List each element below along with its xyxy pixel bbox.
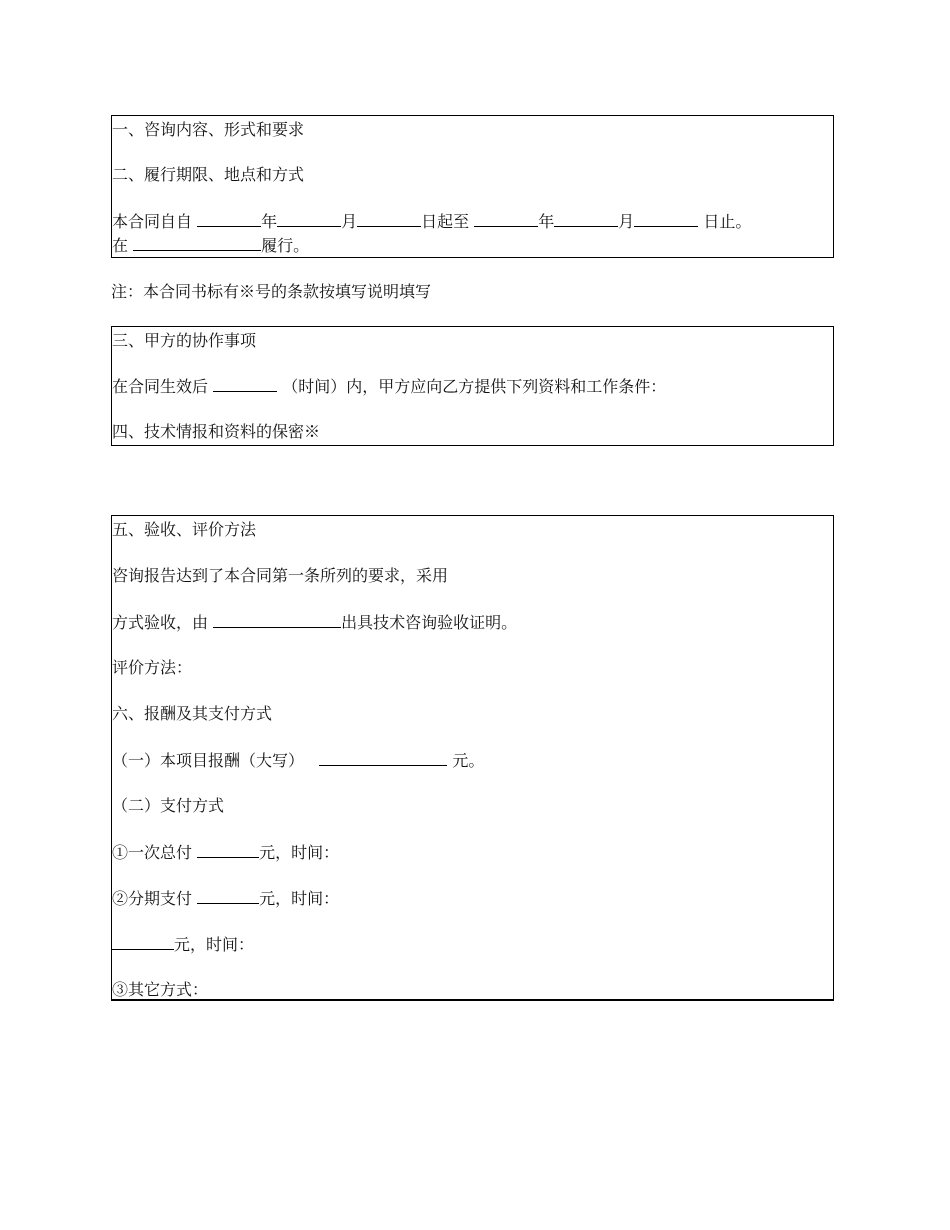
method-prefix: 方式验收，由: [112, 613, 209, 632]
year-label-2: 年: [538, 212, 555, 231]
blank-end-year[interactable]: [474, 212, 538, 227]
note-text: 注：本合同书标有※号的条款按填写说明填写: [111, 282, 432, 301]
fee-prefix: （一）本项目报酬（大写）: [112, 751, 305, 770]
contract-section-box-3: [111, 515, 834, 1001]
place-suffix: 履行。: [261, 236, 310, 255]
period-from-label: 本合同自自: [112, 212, 193, 231]
payment-option-1: [112, 843, 339, 862]
heading-remuneration: 六、报酬及其支付方式: [112, 704, 273, 723]
blank-cooperation-time[interactable]: [213, 377, 277, 392]
heading-performance-period: 二、履行期限、地点和方式: [112, 165, 305, 184]
month-label: 月: [341, 212, 358, 231]
blank-acceptance-party[interactable]: [213, 613, 341, 628]
month-label-2: 月: [618, 212, 635, 231]
heading-cooperation: 三、甲方的协作事项: [112, 331, 257, 350]
pay1-suffix: 元，时间：: [259, 843, 340, 862]
blank-end-month[interactable]: [554, 212, 618, 227]
blank-start-year[interactable]: [197, 212, 261, 227]
pay2-suffix: 元，时间：: [259, 889, 340, 908]
heading-confidentiality: 四、技术情报和资料的保密※: [112, 422, 321, 441]
blank-pay3-amount[interactable]: [112, 935, 174, 950]
heading-consulting-content: 一、咨询内容、形式和要求: [112, 120, 305, 139]
pay1-prefix: ①一次总付: [112, 843, 193, 862]
payment-option-2: [112, 889, 339, 908]
evaluation-method: 评价方法：: [112, 658, 193, 677]
pay2-prefix: ②分期支付: [112, 889, 193, 908]
blank-place[interactable]: [133, 236, 261, 251]
pay3-suffix: 元，时间：: [174, 935, 255, 954]
place-prefix: 在: [112, 236, 129, 255]
cooperation-suffix: （时间）内，甲方应向乙方提供下列资料和工作条件：: [282, 377, 667, 396]
payment-option-other: ③其它方式：: [112, 980, 209, 999]
payment-heading: （二）支付方式: [112, 796, 225, 815]
contract-section-box-2: [111, 326, 834, 446]
cooperation-prefix: 在合同生效后: [112, 377, 209, 396]
blank-pay2-amount[interactable]: [197, 889, 259, 904]
blank-end-day[interactable]: [634, 212, 698, 227]
day-to-label: 日起至: [421, 212, 470, 231]
year-label: 年: [261, 212, 278, 231]
blank-pay1-amount[interactable]: [197, 843, 259, 858]
payment-option-2b: [112, 935, 254, 954]
cooperation-line: [112, 377, 666, 396]
contract-section-box-1: [111, 115, 834, 258]
acceptance-line: 咨询报告达到了本合同第一条所列的要求，采用: [112, 566, 449, 585]
place-line: [112, 236, 309, 255]
fee-suffix: 元。: [452, 751, 485, 770]
period-line: [112, 212, 751, 231]
blank-start-month[interactable]: [277, 212, 341, 227]
method-suffix: 出具技术咨询验收证明。: [341, 613, 518, 632]
heading-acceptance: 五、验收、评价方法: [112, 520, 257, 539]
blank-fee-amount[interactable]: [319, 751, 447, 766]
blank-start-day[interactable]: [357, 212, 421, 227]
day-end-label: 日止。: [703, 212, 752, 231]
method-line: [112, 613, 517, 632]
fee-line: [112, 751, 484, 770]
